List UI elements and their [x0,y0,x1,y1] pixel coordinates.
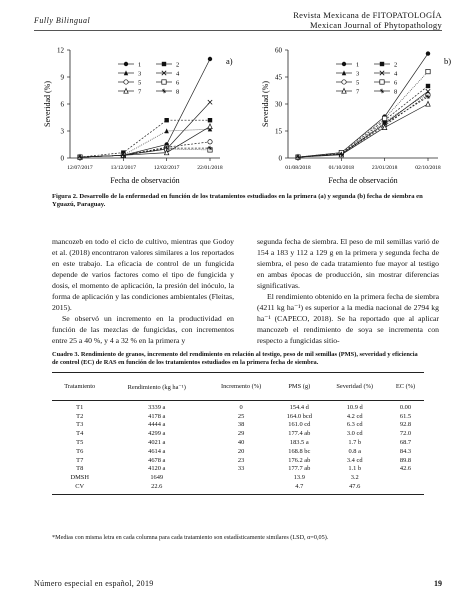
table-cell: 164.0 bcd [286,412,312,420]
data-point [164,118,168,122]
body-column-right [257,236,439,346]
legend-marker [342,62,346,66]
table-cell: 4444 a [148,421,166,429]
table-cell: T1 [76,404,84,411]
legend-label: 2 [176,61,180,69]
column-header: Tratamiento [64,383,96,390]
legend-label: 6 [394,79,398,87]
table-cell: 4021 a [148,439,166,447]
legend-marker [162,80,166,84]
legend-label: 6 [176,79,180,87]
series-line [298,91,428,157]
table-cell: 1649 [150,474,164,482]
data-point [208,57,212,61]
table-cell: 3.4 cd [346,456,363,464]
column-header: Incremento (%) [220,383,262,390]
table-cell: 38 [237,421,245,429]
table-cell: 23 [237,456,245,464]
table-cell [206,474,276,483]
figure-caption-label: Figura 2. [52,193,78,200]
figure-severity-charts [30,38,450,193]
x-axis-label: Fecha de observación [110,176,180,185]
paragraph: segunda fecha de siembra. El peso de mil semillas varió de 154 a 183 y 112 a 129 g en la primera y segunda fecha de siembra, el peso de cada tratamiento fue mayor al testigo en ambas épocas de producción, sin mostrar diferencias significativas. [257,237,439,290]
y-tick-label: 9 [60,73,64,82]
series-line [80,59,210,157]
table-cell: T5 [76,439,84,447]
data-point [208,100,212,104]
series-line [80,127,210,158]
x-tick-label: 01/08/2018 [285,165,311,171]
table-cell: 42.6 [399,465,412,473]
table-cell [206,483,276,494]
table-cell: 20 [237,447,245,455]
y-axis-label: Severidad (%) [261,81,270,127]
paragraph: El rendimiento obtenido en la primera fecha de siembra (4211 kg ha⁻¹) es superior a la media nacional de 2794 kg ha⁻¹ (CAPECO, 2018). Se ha reportado que al aplicar mancozeb el rendimiento de soya se incrementa con respecto a fungicidas sitio- [257,292,439,345]
table-cell: 1.7 b [348,439,362,447]
table-cell: 1.1 b [348,465,362,473]
legend-marker [162,89,166,93]
legend-label: 5 [138,79,142,87]
page-number: 19 [434,579,442,588]
table-caption-label: Cuadro 3. [52,351,80,358]
table-cell: 6.3 cd [346,421,363,429]
table-footnote: *Medias con misma letra en cada columna para cada tratamiento son estadísticamente similares (LSD, α=0,05). [52,534,329,541]
footer-issue: Número especial en español, 2019 [34,579,154,588]
results-table [52,372,424,495]
table-cell [387,474,424,483]
table-caption-text: Rendimiento de granos, incremento del rendimiento en relación al testigo, peso de mil semillas (PMS), severidad y eficiencia de control (EC) de RAS en función de los tratamientos estudiados en la primera fecha de siembra. [52,351,418,366]
table-cell: T2 [76,412,84,420]
table-row [52,430,424,439]
column-header: EC (%) [395,383,416,390]
table-cell: 3.0 cd [346,430,363,438]
table-cell: 4678 a [148,456,166,464]
table-header-row [52,373,424,401]
table-cell: CV [52,483,107,494]
table-cell: DMSH [70,474,89,482]
column-header: Rendimiento (kg ha⁻¹) [127,383,186,391]
legend-marker [124,62,128,66]
table-row [52,474,424,483]
table-cell: 4.7 [276,483,322,494]
series-line [80,148,210,157]
table-cell: 89.8 [399,456,412,464]
table-row [52,401,424,413]
series-line [80,142,210,157]
figure-caption [52,193,424,209]
legend-label: 5 [356,79,360,87]
table-cell: T7 [76,456,84,464]
table-cell: 25 [237,412,245,420]
x-tick-label: 01/10/2018 [328,165,355,171]
table-cell: 3.2 [350,474,359,482]
y-tick-label: 12 [57,46,64,55]
table-cell: T3 [76,421,84,429]
series-line [80,102,210,157]
legend-marker [380,62,384,66]
table-row [52,413,424,422]
y-tick-label: 15 [275,127,282,136]
data-point [382,116,386,120]
table-cell: 92.8 [399,421,412,429]
running-header-left: Fully Bilingual [34,16,91,25]
table-cell: T4 [76,430,84,438]
x-tick-label: 13/12/2017 [110,165,137,171]
data-point [426,69,430,73]
table-cell: 3339 a [148,404,166,411]
legend-marker [380,80,384,84]
legend-marker [342,80,346,84]
table-cell: 4299 a [148,430,166,438]
table-caption [52,351,424,367]
table-row [52,448,424,457]
table-row [52,483,424,494]
table-row [52,465,424,474]
y-tick-label: 0 [278,154,282,163]
table-cell: 10.9 d [346,404,363,411]
legend-label: 8 [176,88,180,96]
legend-marker [124,80,128,84]
table-cell: 161.0 cd [288,421,311,429]
table-cell: 4614 a [148,447,166,455]
table-cell: 0 [239,404,243,411]
table-cell: 4120 a [148,465,166,473]
legend-label: 1 [356,61,360,69]
table-cell: 40 [237,439,245,447]
x-tick-label: 23/01/2018 [371,165,398,171]
x-tick-label: 22/01/2018 [197,165,223,171]
column-header: PMS (g) [288,383,311,390]
legend-label: 7 [356,88,360,96]
table-cell: 154.4 d [289,404,309,411]
legend-label: 2 [394,61,398,69]
panel-label: a) [226,56,233,66]
table-cell: 0.8 a [348,447,361,455]
data-point [426,51,430,55]
data-point [426,84,430,88]
legend-label: 4 [394,70,398,78]
legend-label: 7 [138,88,142,96]
table-row [52,457,424,466]
y-tick-label: 6 [60,100,64,109]
x-axis-label: Fecha de observación [328,176,398,185]
series-line [298,86,428,157]
x-tick-label: 12/02/2017 [153,165,180,171]
legend-label: 4 [176,70,180,78]
table-cell: 176.2 ab [288,456,311,464]
data-point [426,101,430,106]
table-cell: 177.7 ab [288,465,311,473]
table-cell: 72.0 [399,430,412,438]
table-cell [387,483,424,494]
table-cell: 4178 a [148,412,166,420]
series-line [298,104,428,157]
x-tick-label: 12/07/2017 [67,165,93,171]
body-column-left [52,236,234,346]
y-axis-label: Severidad (%) [43,81,52,127]
panel-label: b) [444,56,452,66]
table-row [52,421,424,430]
series-line [298,54,428,158]
y-tick-label: 60 [275,46,282,55]
table-cell: 61.5 [399,412,412,420]
table-cell: T8 [76,465,84,473]
legend-label: 1 [138,61,142,69]
table-cell: 29 [237,430,245,438]
column-header: Severidad (%) [336,383,374,390]
y-tick-label: 45 [275,73,282,82]
legend-marker [380,89,384,93]
paragraph: mancozeb en todo el ciclo de cultivo, mientras que Godoy et al. (2018) encontraron valores similares a los reportados en este trabajo. La eficacia de control de un fungicida depende de varios factores como el tipo de fungicida y dosis, el momento de aplicación, la presión del inóculo, la forma de aplicación y las condiciones ambientales (Fleitas, 2015). [52,237,234,312]
journal-title-es: Revista Mexicana de FITOPATOLOGÍA [293,10,442,20]
header-rule [34,30,442,31]
table-cell: 168.8 bc [288,447,311,455]
legend-label: 8 [394,88,398,96]
journal-title-en: Mexican Journal of Phytopathology [310,20,442,30]
paragraph: Se observó un incremento en la productividad en función de las mezclas de fungicidas, con incrementos entre 25 a 40 %, y 4 a 32 % en la primera y [52,314,234,345]
table-cell: 13.9 [293,474,305,482]
table-cell: 84.3 [399,447,412,455]
table-cell: 177.4 ab [288,430,311,438]
table-row [52,439,424,448]
data-point [208,118,212,122]
table-cell: 22.6 [107,483,206,494]
table-cell: 0.00 [399,404,412,411]
table-cell: 47.6 [322,483,387,494]
y-tick-label: 30 [275,100,282,109]
table-cell: 183.5 a [289,439,309,447]
y-tick-label: 0 [60,154,64,163]
figure-caption-text: Desarrollo de la enfermedad en función de los tratamientos estudiados en la primera (a) y segunda (b) fecha de siembra en Yguazú, Paraguay. [52,193,423,209]
series-line [298,93,428,157]
x-tick-label: 02/10/2018 [415,165,441,171]
running-header-right [293,10,442,30]
table-cell: 33 [237,465,245,473]
series-line [80,129,210,157]
table-cell: T6 [76,447,84,455]
legend-marker [162,62,166,66]
legend-label: 3 [356,70,360,78]
table-cell: 4.2 cd [346,412,363,420]
data-point [208,140,212,144]
series-line [298,95,428,157]
y-tick-label: 3 [60,127,64,136]
legend-label: 3 [138,70,142,78]
data-point [208,124,212,129]
table-cell: 68.7 [399,439,412,447]
